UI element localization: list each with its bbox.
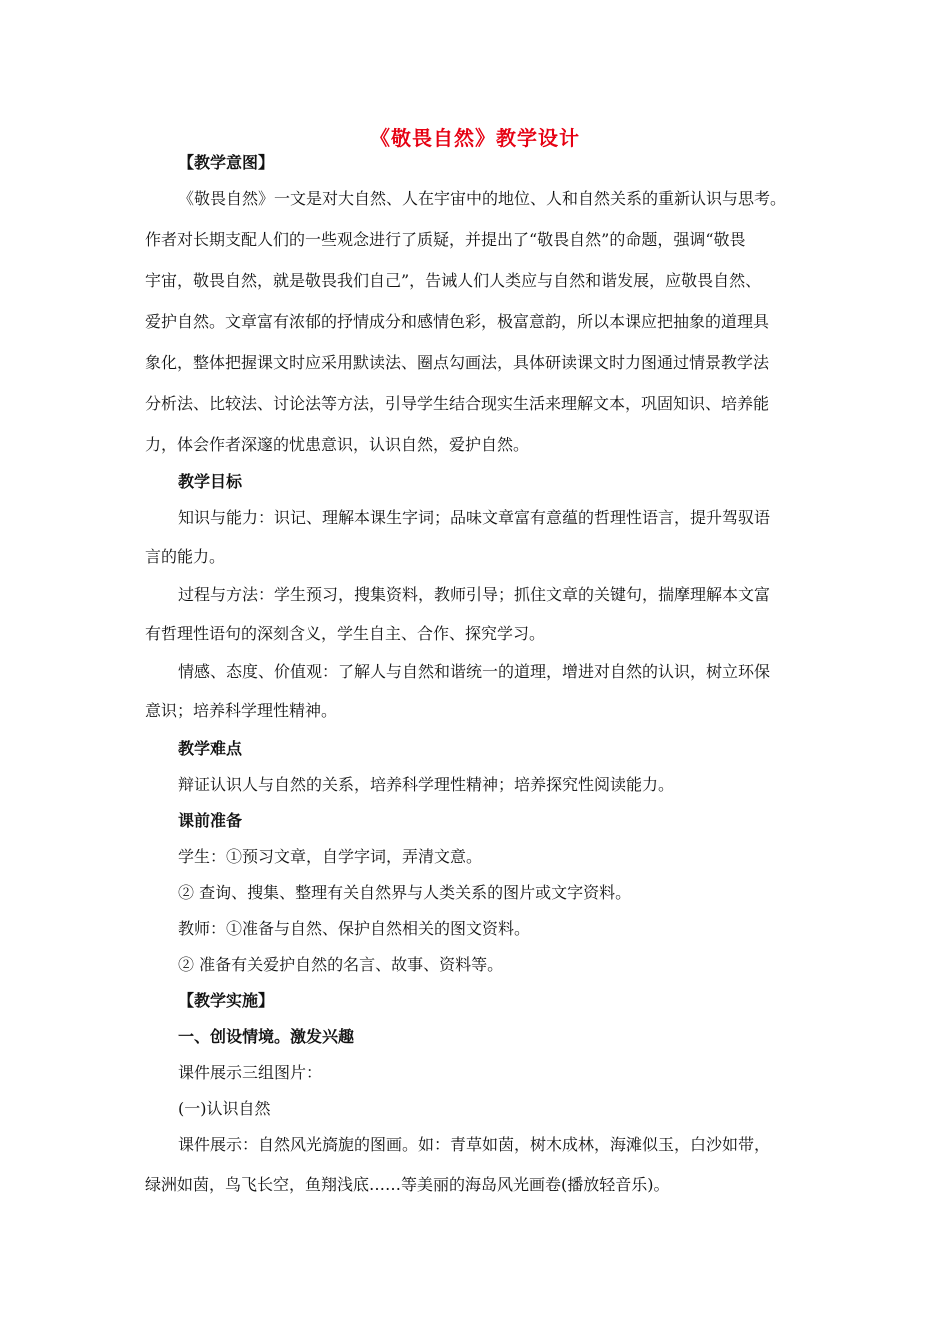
- goals-knowledge-line: 言的能力。: [145, 547, 226, 566]
- intent-line: 作者对长期支配人们的一些观念进行了质疑，并提出了“敬畏自然”的命题，强调“敬畏: [145, 230, 746, 249]
- prep-item: ② 查询、搜集、整理有关自然界与人类关系的图片或文字资料。: [178, 883, 632, 902]
- prep-heading: 课前准备: [178, 811, 243, 830]
- implement-heading: 【教学实施】: [178, 991, 275, 1010]
- courseware-desc-line: 课件展示：自然风光旖旎的图画。如：青草如茵，树木成林，海滩似玉，白沙如带，: [178, 1135, 771, 1154]
- intent-line: 力，体会作者深邃的忧患意识，认识自然，爱护自然。: [145, 435, 530, 454]
- goals-knowledge-line: 知识与能力：识记、理解本课生字词；品味文章富有意蕴的哲理性语言，提升驾驭语: [178, 508, 771, 527]
- intent-line: 宇宙，敬畏自然，就是敬畏我们自己”，告诫人们人类应与自然和谐发展，应敬畏自然、: [145, 271, 762, 290]
- difficulty-heading: 教学难点: [178, 739, 243, 758]
- goals-emotion-line: 情感、态度、价值观：了解人与自然和谐统一的道理，增进对自然的认识，树立环保: [178, 662, 771, 681]
- document-title: 《敬畏自然》教学设计: [370, 126, 580, 150]
- intent-heading: 【教学意图】: [178, 153, 275, 172]
- intent-line: 象化，整体把握课文时应采用默读法、圈点勾画法，具体研读课文时力图通过情景教学法: [145, 353, 770, 372]
- prep-item: ② 准备有关爱护自然的名言、故事、资料等。: [178, 955, 504, 974]
- intent-line: 《敬畏自然》一文是对大自然、人在宇宙中的地位、人和自然关系的重新认识与思考。: [178, 189, 787, 208]
- intent-line: 爱护自然。文章富有浓郁的抒情成分和感情色彩，极富意韵，所以本课应把抽象的道理具: [145, 312, 770, 331]
- step-one-heading: 一、创设情境。激发兴趣: [178, 1027, 355, 1046]
- goals-process-line: 过程与方法：学生预习，搜集资料，教师引导；抓住文章的关键句，揣摩理解本文富: [178, 585, 771, 604]
- courseware-intro: 课件展示三组图片：: [178, 1063, 323, 1082]
- prep-item: 教师：①准备与自然、保护自然相关的图文资料。: [178, 919, 531, 938]
- difficulty-text: 辩证认识人与自然的关系，培养科学理性精神；培养探究性阅读能力。: [178, 775, 675, 794]
- courseware-desc-line: 绿洲如茵，鸟飞长空，鱼翔浅底……等美丽的海岛风光画卷(播放轻音乐)。: [145, 1175, 670, 1194]
- goals-emotion-line: 意识；培养科学理性精神。: [145, 701, 338, 720]
- subsection-heading: (一)认识自然: [178, 1099, 271, 1118]
- goals-process-line: 有哲理性语句的深刻含义，学生自主、合作、探究学习。: [145, 624, 546, 643]
- intent-line: 分析法、比较法、讨论法等方法，引导学生结合现实生活来理解文本，巩固知识、培养能: [145, 394, 770, 413]
- goals-heading: 教学目标: [178, 472, 243, 491]
- prep-item: 学生：①预习文章，自学字词，弄清文意。: [178, 847, 483, 866]
